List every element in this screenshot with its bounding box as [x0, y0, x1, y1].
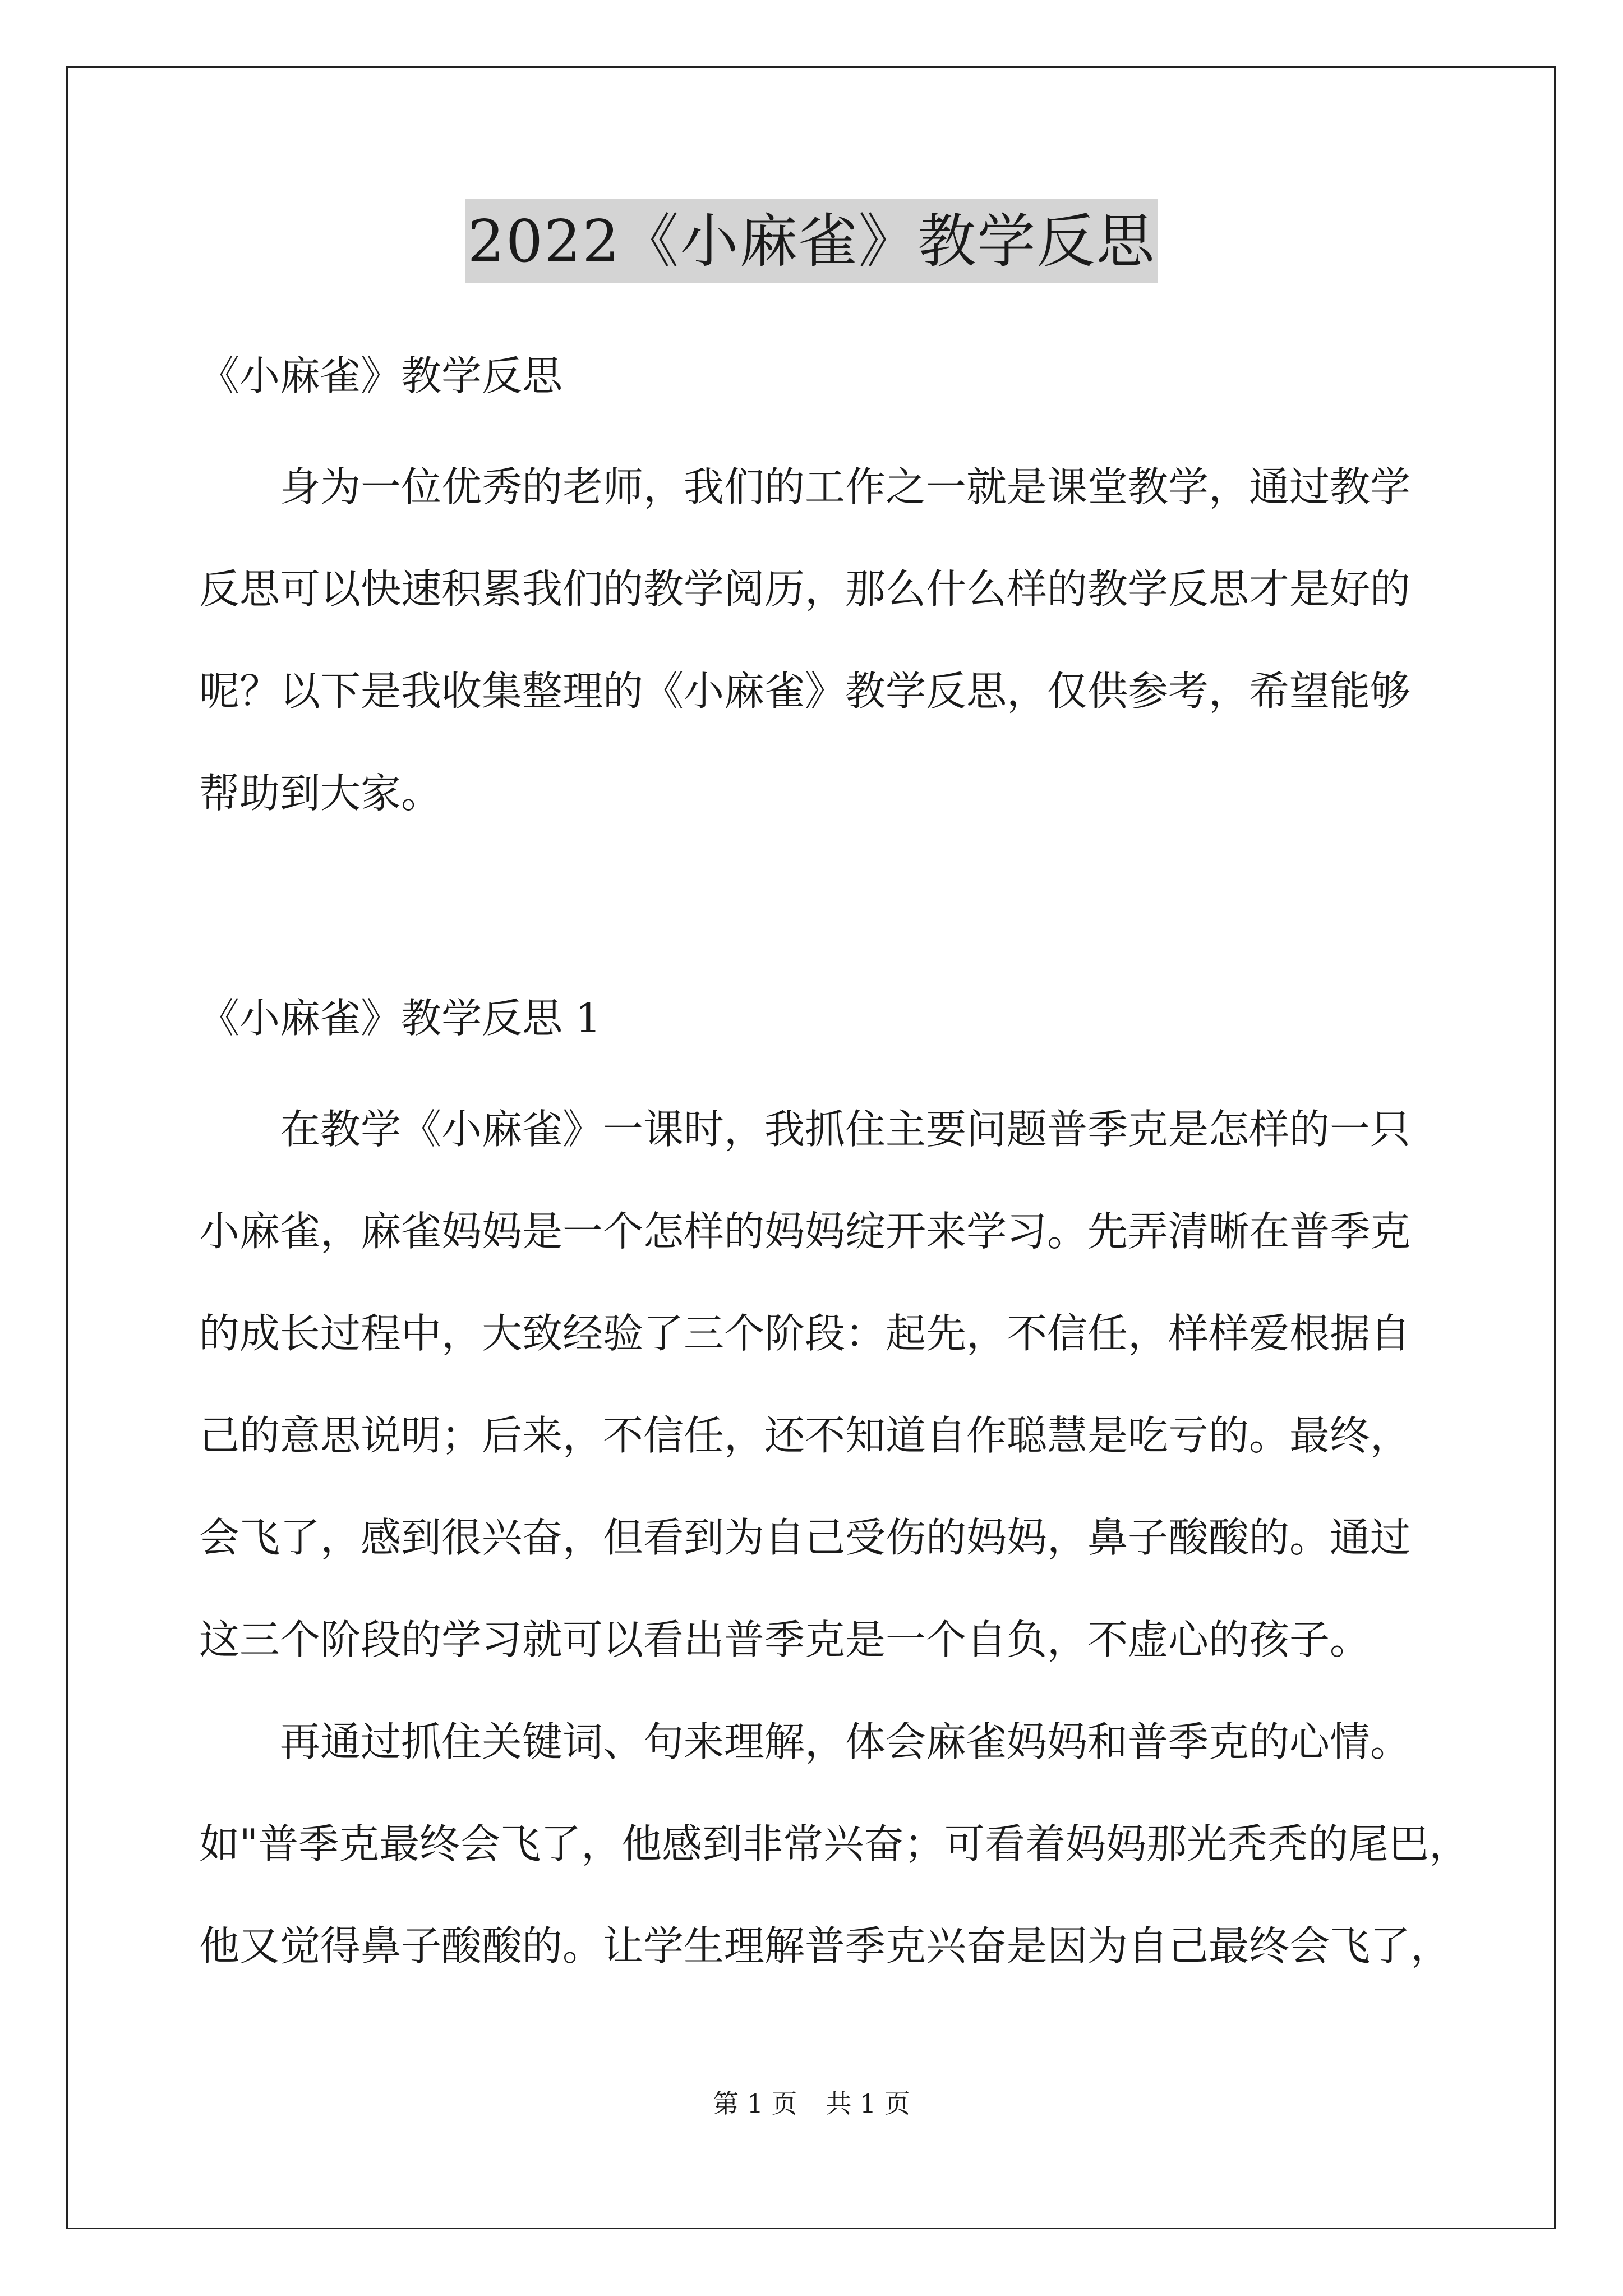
section-heading: 《小麻雀》教学反思: [199, 352, 563, 399]
paragraph-line: 这三个阶段的学习就可以看出普季克是一个自负，不虚心的孩子。: [199, 1616, 1371, 1663]
paragraph-line: 如"普季克最终会飞了，他感到非常兴奋；可看着妈妈那光秃秃的尾巴，: [199, 1820, 1470, 1867]
paragraph-line: 小麻雀，麻雀妈妈是一个怎样的妈妈绽开来学习。先弄清晰在普季克: [199, 1208, 1411, 1255]
paragraph-line: 反思可以快速积累我们的教学阅历，那么什么样的教学反思才是好的: [199, 565, 1411, 613]
page-footer: [0, 2087, 1623, 2120]
paragraph-line: 在教学《小麻雀》一课时，我抓住主要问题普季克是怎样的一只: [199, 1106, 1411, 1153]
page-total: 共 1 页: [826, 2088, 910, 2119]
paragraph-line: 身为一位优秀的老师，我们的工作之一就是课堂教学，通过教学: [199, 463, 1411, 510]
paragraph-line: 再通过抓住关键词、句来理解，体会麻雀妈妈和普季克的心情。: [199, 1718, 1411, 1765]
page-number: 第 1 页: [713, 2088, 797, 2119]
section-heading: 《小麻雀》教学反思 1: [199, 995, 601, 1042]
paragraph-line: 己的意思说明；后来，不信任，还不知道自作聪慧是吃亏的。最终，: [199, 1412, 1411, 1459]
paragraph-line: 帮助到大家。: [199, 770, 442, 817]
paragraph-line: 会飞了，感到很兴奋，但看到为自己受伤的妈妈，鼻子酸酸的。通过: [199, 1514, 1411, 1561]
paragraph-line: 的成长过程中，大致经验了三个阶段：起先，不信任，样样爱根据自: [199, 1310, 1411, 1357]
paragraph-line: 呢？以下是我收集整理的《小麻雀》教学反思，仅供参考，希望能够: [199, 668, 1411, 715]
title-container: [0, 199, 1623, 283]
document-title: 2022《小麻雀》教学反思: [465, 199, 1158, 283]
paragraph-line: 他又觉得鼻子酸酸的。让学生理解普季克兴奋是因为自己最终会飞了，: [199, 1922, 1451, 1970]
